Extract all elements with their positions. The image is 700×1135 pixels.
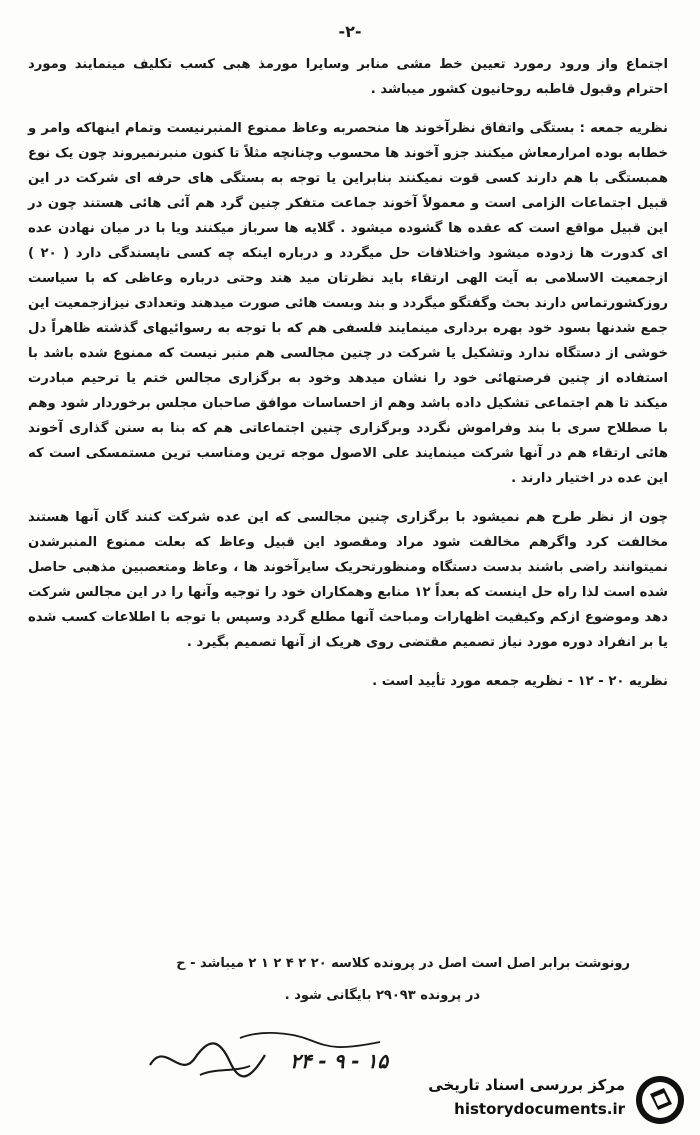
- paragraph-intro: اجتماع واز ورود رمورد تعیین خط مشی منابر وسایرا مورمذ هبی کسب تکلیف مینمایند ومورد احترام وقبول قاطبه روحانیون کشور میباشد .: [28, 57, 668, 97]
- logo-title: مرکز بررسی اسناد تاریخی: [428, 1076, 625, 1094]
- logo-url: historydocuments.ir: [454, 1100, 625, 1118]
- archive-emblem-icon: [634, 1074, 686, 1126]
- paragraph-recommendation: چون از نظر طرح هم نمیشود با برگزاری چنین مجالسی که این عده شرکت کنند گان آنها هستند مخالفت کرد واگرهم مخالفت شود مراد ومقصود این قبیل وعاظ که بعلت ممنوع المنبرشدن نمیتوانند راضی باشند بدست دستگاه ومنظورتحریک سایرآخوند ها ، وعاظ ومتعصبین مذهبی حاصل شده است لذا راه حل اینست که بعداً ۱۲ منابع وهمکاران خود را توجیه وآنها را در این مجالس شرکت دهد وموضوع ازکم وکیفیت اظهارات ومباحث آنها مطلع گردد وسپس با توجه با اطلاعات کسب شده یا بر انفراد دوره مورد نیاز تصمیم مقتضی روی هریک از آنها تصمیم بگیرد .: [28, 510, 668, 650]
- paragraph-analysis: نظریه جمعه : بستگی واتفاق نظرآخوند ها منحصربه وعاظ ممنوع المنبرنیست وتمام اینهاکه وامر و خطابه بوده امرارمعاش میکنند جزو آخوند ها محسوب وچنانچه مثلاً تا کنون منبرنمیروند چون یک نوع همبستگی با هم دارند کسی قوت نمیکنند بنابراین یا توجه به بستگی های حرفه ای شرکت در این قبیل اجتماعات الزامی است و معمولاً آخوند جماعت متفکر چنین گرد هم آئی هائی هستند چون در این قبیل مواقع است که عقده ها گشوده میشود . گلایه ها سرباز میکنند ویا با در میان نهادن عده ای کدورت ها زدوده میشود واختلافات حل میگردد و درباره اینکه چه کسی ناپسندگی دارد ( ۲۰ ) ازجمعیت الاسلامی به آیت الهی ارتقاء باید نظرتان مید هند وحتی درباره وعاظی که با سیاست روزکشورتماس دارند بحث وگفتگو میگردد و بند وبست هائی صورت میدهند وتعدادی نیزازجمعیت این جمع شدنها بسود خود بهره برداری مینمایند فلسفی هم که با توجه به رسوائیهای گذشته ظاهراً دل خوشی از دستگاه ندارد وتشکیل یا شرکت در چنین مجالسی هم منبر نیست که ممنوع شده باشد با استفاده از چنین فرصتهائی خود را نشان میدهد وخود به برگزاری مجالس ختم یا ترحیم مبادرت میکند تا هم اجتماعی تشکیل داده باشد وهم از احساسات موافق صاحبان مجلس برخوردار شود وهم با صطلاح سری با بند وفراموش نگردد وبرگزاری چنین اجتماعاتی هم که بنا به سنن گذاری آخوند هائی ارتقاء هم در آنها شرکت مینمایند علی الاصول موجه ترین ومناسب ترین مستمسکی است که این عده در اختیار دارند .: [28, 121, 668, 486]
- handwritten-signature: [140, 1020, 400, 1090]
- certification-line: رونوشت برابر اصل است اصل در پرونده کلاسه ۲۰ ۲ ۴ ۲ ۱ ۲ میباشد - ح: [176, 956, 630, 971]
- paragraph-approval: نظریه ۲۰ - ۱۲ - نظریه جمعه مورد تأیید است .: [372, 674, 668, 689]
- archive-instruction-line: در پرونده ۲۹۰۹۳ بایگانی شود .: [284, 988, 480, 1003]
- copy-certification: [40, 948, 630, 1012]
- page-number: -۲-: [338, 22, 362, 41]
- document-body: [28, 52, 668, 694]
- archive-logo: [400, 1072, 690, 1128]
- handwritten-date: ۲۴ - ۹ - ۱۵: [290, 1049, 389, 1073]
